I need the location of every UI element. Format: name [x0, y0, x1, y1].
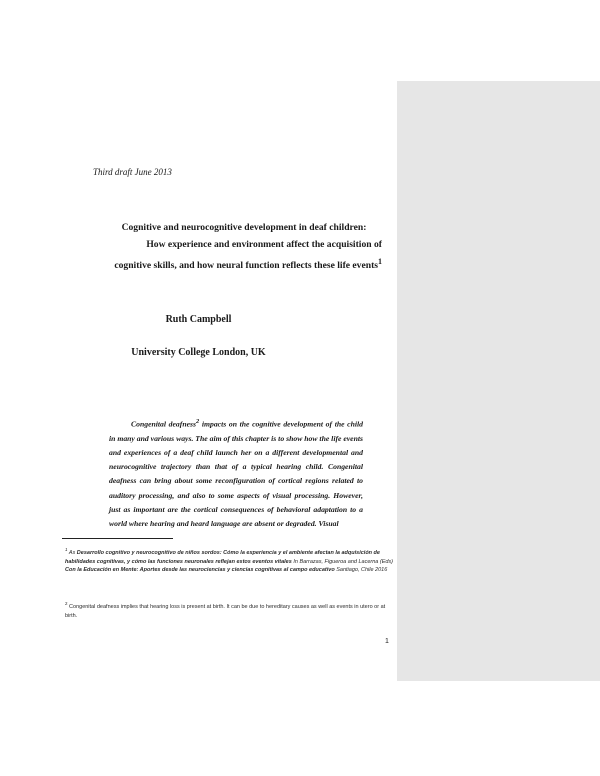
- title-line-3-text: cognitive skills, and how neural function reflects these life events: [114, 260, 378, 272]
- footnote-2: [65, 600, 395, 620]
- draft-label: Third draft June 2013: [93, 167, 172, 177]
- abstract-footnote-mark[interactable]: 2: [196, 418, 200, 425]
- footnote-1-prefix: As: [68, 549, 77, 556]
- comment-margin-panel: [397, 81, 600, 681]
- title-line-3: [62, 253, 382, 274]
- footnote-2-mark: 2: [65, 601, 68, 606]
- footnote-1-spanish-title: Desarrollo cognitivo y neurocognitivo de niños sordos: Cómo la experiencia y el ambiente afectan la adquisición de habilidades cognitivas, y cómo las funciones neuronales reflejan estos eventos vitales: [65, 549, 380, 565]
- footnote-1: [65, 546, 395, 575]
- footnote-divider: [62, 538, 173, 539]
- abstract-start: Congenital deafness: [131, 419, 197, 429]
- footnote-1-mark: 1: [65, 547, 68, 552]
- title-line-1: Cognitive and neurocognitive development in deaf children:: [121, 222, 367, 233]
- author-affiliation: University College London, UK: [131, 347, 266, 358]
- page-number: 1: [385, 638, 389, 645]
- author-name: Ruth Campbell: [165, 314, 232, 325]
- title-footnote-mark[interactable]: 1: [378, 257, 382, 266]
- chapter-title: [62, 219, 382, 274]
- footnote-1-editors: In Barrazas, Figueroa and Lacerna (Eds): [291, 558, 394, 565]
- title-line-2: How experience and environment affect the acquisition of: [146, 239, 382, 250]
- footnote-1-place: Santiago, Chile 2016: [334, 567, 388, 574]
- abstract: [109, 415, 363, 531]
- footnote-1-book-title: Con la Educación en Mente: Aportes desde las neurociencias y ciencias cognitivas al campo educativo: [65, 567, 335, 574]
- abstract-body: impacts on the cognitive development of the child in many and various ways. The aim of this chapter is to show how the life events and experiences of a deaf child launch her on a different developmental and neurocognitive trajectory than that of a typical hearing child. Congenital deafness can bring about some reconfiguration of cortical regions related to auditory processing, and also to some aspects of visual processing. However, just as important are the cortical consequences of behavioral adaptation to a world where hearing and heard language are absent or degraded. Visual: [109, 419, 363, 528]
- footnote-2-text: Congenital deafness implies that hearing loss is present at birth. It can be due to hereditary causes as well as events in utero or at birth.: [65, 603, 386, 619]
